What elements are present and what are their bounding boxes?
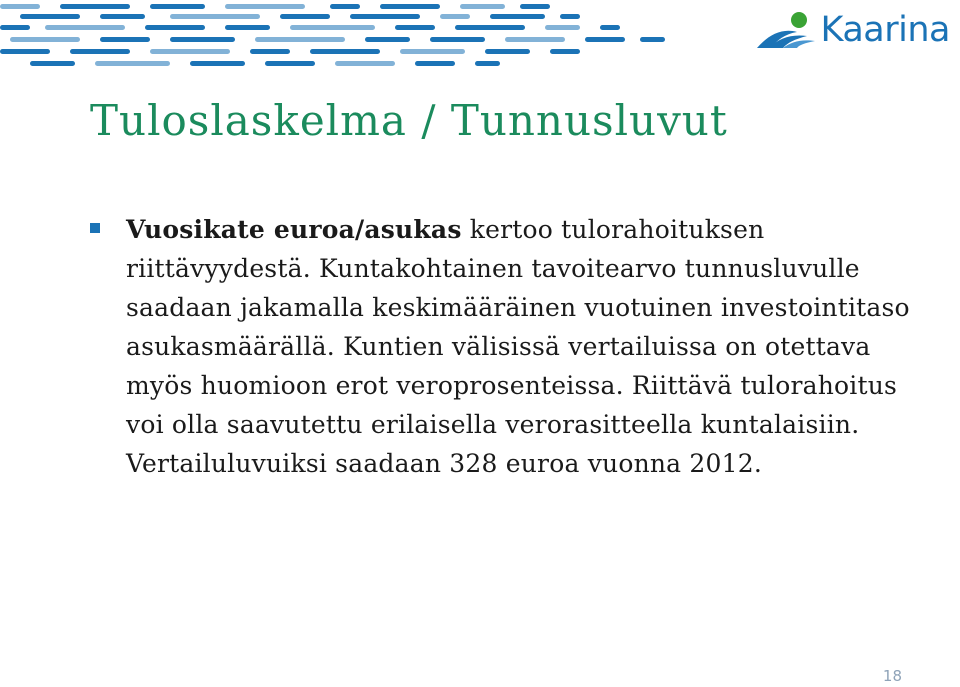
wave-dash: [145, 25, 205, 30]
wave-dash: [440, 14, 470, 19]
wave-dash: [60, 4, 130, 9]
wave-dash: [265, 61, 315, 66]
wave-dash: [350, 14, 420, 19]
wave-dash: [70, 49, 130, 54]
wave-dash: [585, 37, 625, 42]
bullet-bold-text: Vuosikate euroa/asukas: [126, 215, 462, 244]
wave-dash: [395, 25, 435, 30]
wave-dash: [455, 25, 525, 30]
slide-title: Tuloslaskelma / Tunnusluvut: [90, 96, 728, 145]
kaarina-wave-logo-icon: [755, 8, 817, 52]
wave-dash: [335, 61, 395, 66]
wave-dash: [380, 4, 440, 9]
wave-dash: [400, 49, 465, 54]
wave-dash: [545, 25, 580, 30]
wave-dash: [520, 4, 550, 9]
wave-dash: [490, 14, 545, 19]
bullet-body-text: kertoo tulorahoituksen riittävyydestä. Kuntakohtainen tavoitearvo tunnusluvulle saadaan jakamalla keskimääräinen vuotuinen investointitaso asukasmäärällä. Kuntien välisissä vertailuissa on otettava myös huomioon erot veroprosenteissa. Riittävä tulorahoitus voi olla saavutettu erilaisella verorasitteella kuntalaisiin. Vertailuluvuiksi saadaan 328 euroa vuonna 2012.: [126, 215, 910, 478]
wave-dash: [190, 61, 245, 66]
wave-dash: [20, 14, 80, 19]
wave-dash: [0, 49, 50, 54]
wave-dash: [505, 37, 565, 42]
wave-dash: [170, 14, 260, 19]
wave-dash: [0, 4, 40, 9]
wave-dash: [475, 61, 500, 66]
wave-dash: [640, 37, 665, 42]
header-wave-decoration: [0, 0, 700, 78]
square-bullet-icon: [90, 223, 100, 233]
wave-dash: [10, 37, 80, 42]
wave-dash: [365, 37, 410, 42]
wave-dash: [330, 4, 360, 9]
wave-dash: [225, 4, 305, 9]
wave-dash: [95, 61, 170, 66]
wave-dash: [290, 25, 375, 30]
wave-dash: [550, 49, 580, 54]
wave-dash: [310, 49, 380, 54]
wave-dash: [485, 49, 530, 54]
wave-dash: [45, 25, 125, 30]
wave-dash: [460, 4, 505, 9]
slide-content: [90, 210, 920, 483]
wave-dash: [30, 61, 75, 66]
wave-dash: [280, 14, 330, 19]
logo-text: Kaarina: [820, 10, 950, 50]
wave-dash: [0, 25, 30, 30]
wave-dash: [150, 49, 230, 54]
wave-dash: [250, 49, 290, 54]
wave-dash: [100, 37, 150, 42]
page-number: 18: [882, 667, 902, 685]
wave-dash: [430, 37, 485, 42]
wave-dash: [225, 25, 270, 30]
wave-dash: [100, 14, 145, 19]
wave-dash: [560, 14, 580, 19]
wave-dash: [600, 25, 620, 30]
wave-dash: [170, 37, 235, 42]
wave-dash: [415, 61, 455, 66]
wave-dash: [150, 4, 205, 9]
bullet-item: [90, 210, 920, 483]
wave-dash: [255, 37, 345, 42]
kaarina-logo: [755, 8, 950, 52]
